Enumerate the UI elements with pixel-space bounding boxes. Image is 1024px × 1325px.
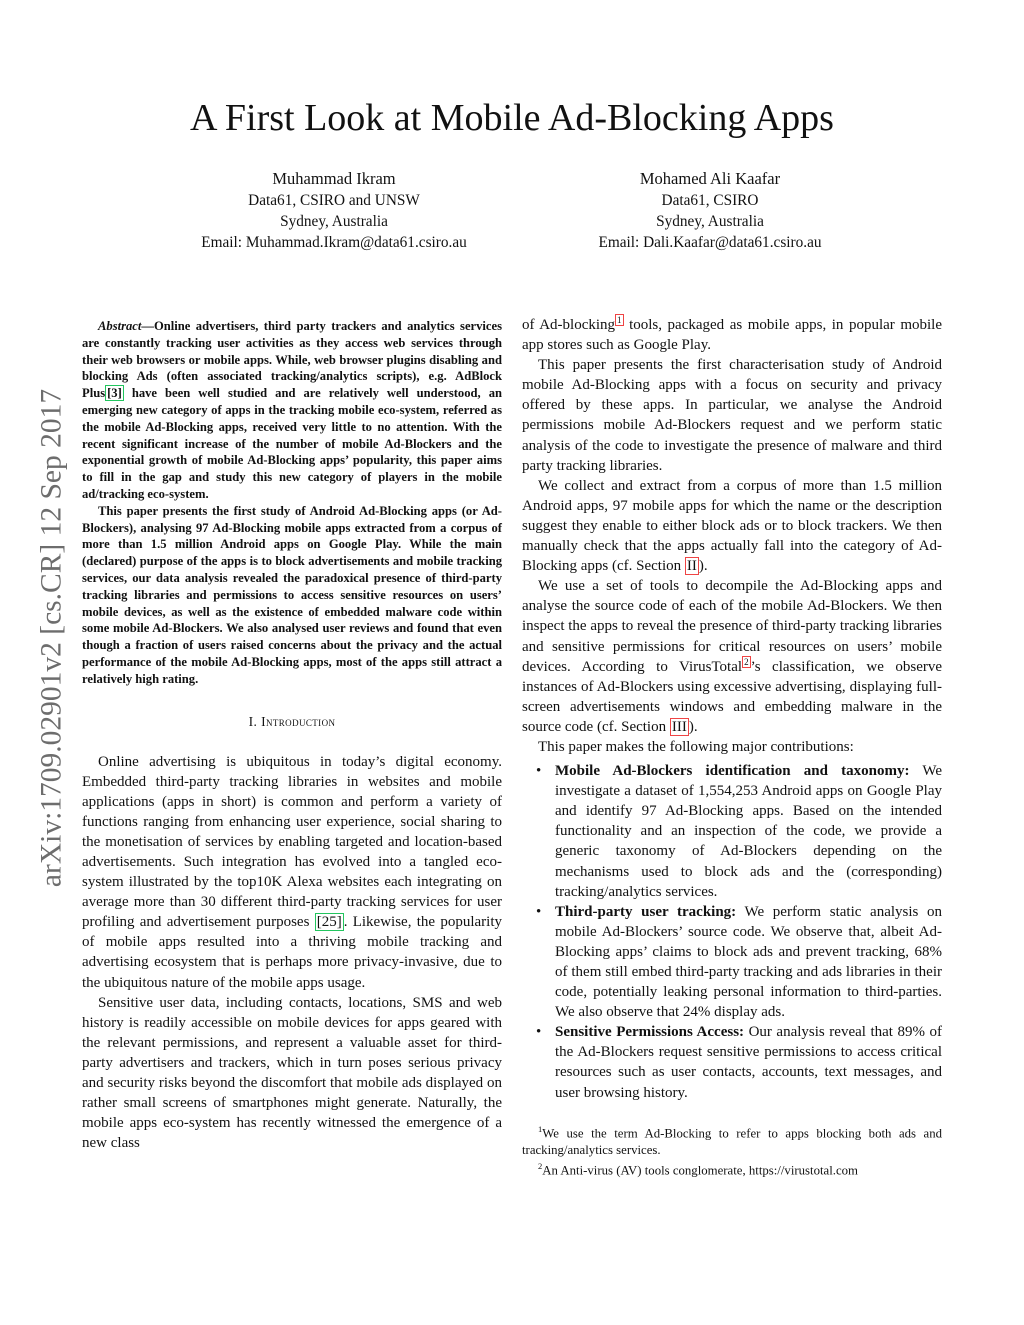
section-link[interactable]: II: [686, 558, 697, 575]
abstract-paragraph-2: This paper presents the first study of Android Ad-Blocking apps (or Ad-Blockers), analysing 97 Ad-Blocking mobile apps extracted from a corpus of more than 1.5 million Android apps on Google Play. While the main (declared) purpose of the apps is to block advertisements and mobile tracking services, our data analysis revealed the paradoxical presence of third-party tracking libraries and permissions to access sensitive resources on users’ mobile devices, as well as the existence of embedded malware code within some mobile Ad-Blockers. We also analysed user reviews and found that even though a fraction of users raised concerns about the privacy and the actual performance of the mobile Ad-Blocking apps, most of the apps still attract a relatively high rating.: [82, 503, 502, 686]
intro-paragraph-2: Sensitive user data, including contacts, locations, SMS and web history is readily accessible on mobile devices for apps geared with the relevant permissions, and represent a valuable asset for third-party advertisers and trackers, which in turn poses serious privacy and security risks beyond the discomfort that mobile ads displayed on rather small screens of smartphones might generate. Naturally, the mobile apps eco-system has recently witnessed the emergence of a new class: [82, 994, 502, 1152]
section-heading: I. Introduction: [248, 713, 336, 729]
author-email: Email: Dali.Kaafar@data61.csiro.au: [598, 234, 822, 251]
list-item: • Mobile Ad-Blockers identification and taxonomy: We investigate a dataset of 1,554,253 Android apps on Google Play and identify 97 Ad-Blocking apps. Based on the intended functionality and an inspection of the code, we provide a generic taxonomy of Ad-Blockers depending on the mechanisms used to block ads and the (corresponding) tracking/analytics services.: [536, 763, 943, 900]
author-location: Sydney, Australia: [280, 213, 388, 230]
bullet-icon: •: [536, 903, 542, 920]
author-name: Muhammad Ikram: [272, 169, 396, 188]
left-column: [82, 318, 502, 1153]
citation-link[interactable]: [3]: [107, 386, 122, 401]
intro-paragraph-7: This paper makes the following major contributions:: [538, 738, 854, 755]
author-affiliation: Data61, CSIRO: [661, 192, 759, 209]
section-link[interactable]: III: [671, 718, 687, 735]
author-affiliation: Data61, CSIRO and UNSW: [248, 192, 420, 209]
paper-title: A First Look at Mobile Ad-Blocking Apps: [190, 97, 834, 139]
author-block-1: [124, 168, 544, 253]
author-email: Email: Muhammad.Ikram@data61.csiro.au: [201, 234, 467, 251]
list-item: • Sensitive Permissions Access: Our analysis reveal that 89% of the Ad-Blockers request sensitive permissions to access critical resources such as user contacts, accounts, text messages, and user browsing history.: [536, 1024, 942, 1101]
author-location: Sydney, Australia: [656, 213, 764, 230]
footnote-link[interactable]: 1: [617, 315, 622, 325]
introduction-body: [82, 752, 502, 1154]
footnote-1: $^1$We use the term Ad-Blocking to refer to apps blocking both ads and tracking/analytics services.: [522, 1123, 942, 1157]
author-name: Mohamed Ali Kaafar: [639, 169, 781, 188]
list-item: • Third-party user tracking: We perform static analysis on mobile Ad-Blockers’ source code. We observe that, albeit Ad-Blocking apps’ claims to block ads and prevent tracking, 68% of them still embed third-party tracking and ads libraries in their code, potentially leaking personal information to third-parties. We also observe that 24% display ads.: [536, 903, 942, 1021]
abstract-label: Abstract: [98, 319, 142, 333]
contributions-list: [522, 761, 942, 1103]
citation-link[interactable]: [25]: [316, 914, 342, 931]
abstract-paragraph-1: Abstract—Online advertisers, third party trackers and analytics services are constantly tracking user activities as they access web services through their web browsers or mobile apps. While, web browser plugins disabling and blocking Ads (often associated tracking/analytics scripts), e.g. AdBlock Plus [3] have been well studied and are relatively well understood, an emerging new category of apps in the tracking mobile eco-system, referred as the mobile Ad-Blocking apps, received very little to no attention. With the recent significant increase of the number of mobile Ad-Blockers and the exponential growth of mobile Ad-Blocking apps’ popularity, this paper aims to fill in the gap and study this new category of players in the mobile ad/tracking eco-system.: [82, 319, 502, 501]
footnote-2: $^2$An Anti-virus (AV) tools conglomerate, https://virustotal.com: [538, 1161, 858, 1178]
abstract: [82, 318, 502, 688]
author-block-2: [500, 168, 920, 253]
footnote-link[interactable]: 2: [744, 656, 749, 667]
footnotes: [522, 1121, 942, 1179]
bullet-icon: •: [536, 1024, 542, 1041]
intro-paragraph-5: We collect and extract from a corpus of more than 1.5 million Android apps, 97 mobile apps for which the name or the description suggest they enable to either block ads or to block trackers. We then manually check that the apps actually fall into the category of Ad-Blocking apps (cf. Section II ).: [522, 477, 942, 575]
intro-paragraph-4: This paper presents the first characterisation study of Android mobile Ad-Blocking apps with a focus on security and privacy offered by these apps. In particular, we analyse the Android permissions mobile Ad-Blockers request and we perform static analysis of the code to investigate the presence of malware and third party tracking libraries.: [522, 357, 942, 474]
intro-paragraph-1: Online advertising is ubiquitous in today’s digital economy. Embedded third-party tracking libraries in websites and mobile applications (apps in short) is common and perform a variety of functions ranging from enhancing user experience, social sharing to the monetisation of services by enabling targeted and location-based advertisements. Such integration has evolved into a tangled eco-system illustrated by the top10K Alexa websites each integrating on average more than 30 different third-party tracking services for user profiling and advertisement purposes [25] . Likewise, the popularity of mobile apps resulted into a thriving mobile tracking and advertising ecosystem that is perhaps more privacy-invasive, due to the ubiquitous nature of the mobile apps usage.: [82, 753, 502, 991]
right-column: [522, 315, 942, 1179]
intro-paragraph-3: of Ad-blocking $^1$ tools, packaged as mobile apps, in popular mobile app stores such as Google Play.: [522, 315, 942, 354]
bullet-icon: •: [536, 763, 542, 780]
arxiv-identifier: arXiv:1709.02901v2 [cs.CR] 12 Sep 2017: [35, 388, 68, 888]
intro-paragraph-6: We use a set of tools to decompile the Ad-Blocking apps and analyse the source code of each of the mobile Ad-Blockers. We then inspect the apps to reveal the presence of third-party tracking libraries and sensitive permissions for critical resources on users’ mobile devices. According to VirusTotal $^2$ ’s classification, we observe instances of Ad-Blockers using excessive advertising, displaying full-screen advertisements windows and embedding malware in the source code (cf. Section III ).: [522, 578, 942, 735]
